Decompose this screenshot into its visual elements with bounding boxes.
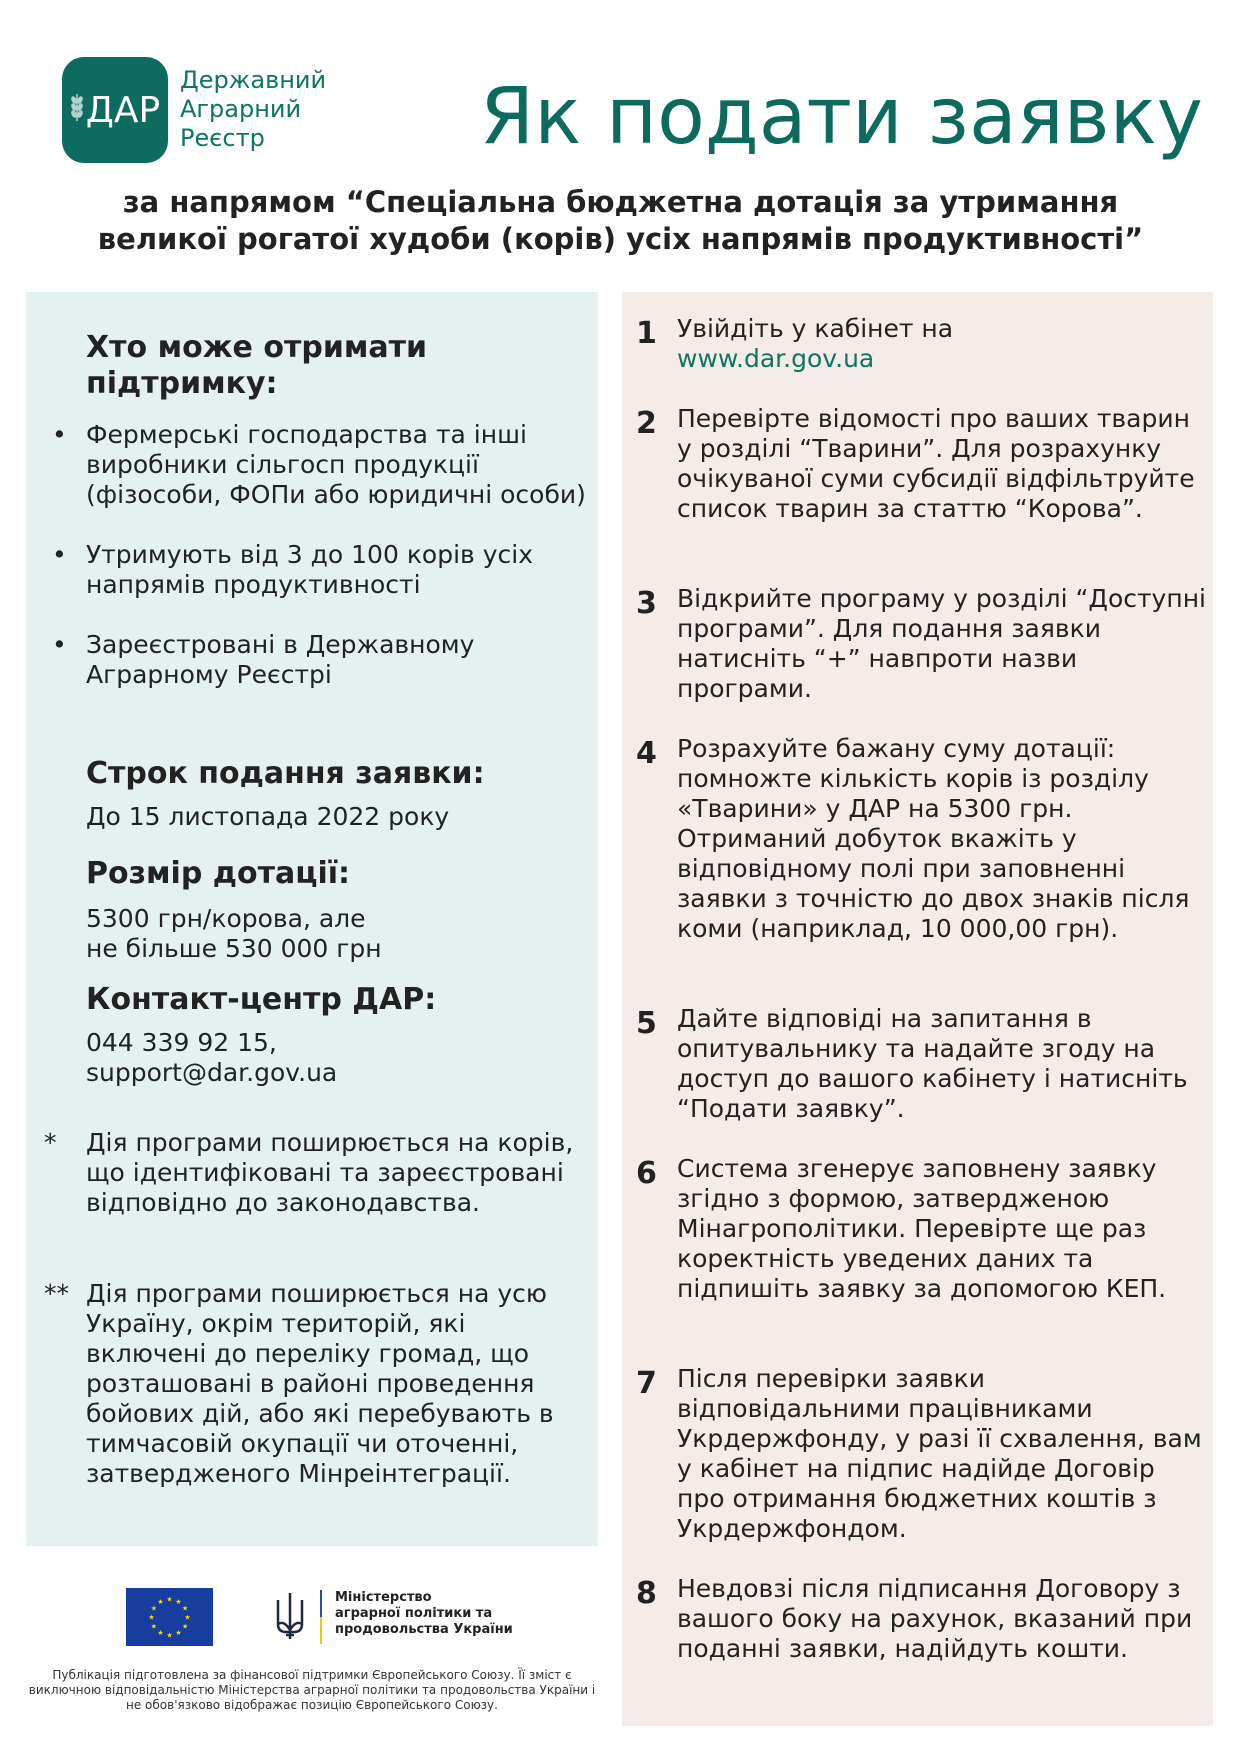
footnote-mark: *: [44, 1128, 57, 1157]
wheat-icon: [70, 92, 84, 128]
bullet: •: [52, 540, 67, 569]
dar-website-link[interactable]: www.dar.gov.ua: [677, 344, 875, 373]
step-text: Розрахуйте бажану суму дотації: помножте кількість корів із розділу «Тварини» у ДАР на 5300 грн. Отриманий добуток вкажіть у відповідному полі при заповненні заявки з точністю до двох знаків після коми (наприклад, 10 000,00 грн).: [677, 734, 1190, 943]
footnote-text: Дія програми поширюється на корів, що ідентифіковані та зареєстровані відповідно до законодавства.: [86, 1128, 574, 1217]
eu-star: ★: [157, 1597, 164, 1606]
ministry-line: продовольства України: [335, 1622, 513, 1637]
step-number: 8: [636, 1576, 657, 1611]
subtitle-line: великої рогатої худоби (корів) усіх напрямів продуктивності”: [97, 222, 1144, 256]
step-number: 5: [636, 1006, 657, 1041]
amount-line: 5300 грн/корова, але: [86, 904, 366, 933]
eu-star: ★: [181, 1622, 189, 1631]
footnote: [44, 1279, 584, 1489]
dar-logo: [62, 57, 168, 163]
amount-line: не більше 530 000 грн: [86, 934, 382, 963]
list-item-text: Зареєстровані в Державному Аграрному Реєстрі: [86, 630, 475, 689]
list-item: [48, 420, 588, 510]
logo-abbr: ДАР: [85, 89, 161, 131]
list-item: [48, 540, 588, 600]
contact-text: [86, 1028, 337, 1088]
footnote-text: Дія програми поширюється на усю Україну, окрім територій, які включені до переліку громад, що розташовані в районі проведення бойових дій, або які перебувають в тимчасовій окупації чи оточенні, затвердженого Мінреінтеграції.: [86, 1279, 554, 1488]
bullet: •: [52, 420, 67, 449]
ministry-line: аграрної політики та: [335, 1606, 493, 1621]
amount-text: [86, 904, 382, 964]
eu-star: ★: [175, 1629, 182, 1638]
step-number: 7: [636, 1366, 657, 1401]
page-title: Як подати заявку: [480, 72, 1203, 162]
ministry-divider: [320, 1590, 322, 1644]
who-list: [48, 420, 588, 690]
step-text: Відкрийте програму у розділі “Доступні програми”. Для подання заявки натисніть “+” навпроти назви програми.: [677, 584, 1206, 703]
step-text: Система згенерує заповнену заявку згідно з формою, затвердженою Мінагрополітики. Перевірте ще раз коректність уведених даних та підпишіть заявку за допомогою КЕП.: [677, 1154, 1167, 1303]
eu-star: ★: [181, 1604, 189, 1613]
logo-line: Державний: [180, 66, 327, 94]
logo-line: Аграрний: [180, 95, 302, 123]
step-number: 1: [636, 316, 657, 351]
bullet: •: [52, 630, 67, 659]
subtitle-line: за напрямом “Спеціальна бюджетна дотація за утримання: [122, 185, 1119, 219]
eu-star: ★: [175, 1597, 182, 1606]
eu-disclaimer: Публікація підготовлена за фінансової підтримки Європейського Союзу. Її зміст є виключною відповідальністю Міністерства аграрної політики та продовольства України і не обов'язково відображає позицію Європейського Союзу.: [28, 1668, 596, 1712]
step-text: [677, 314, 1207, 374]
list-item: [48, 630, 588, 690]
contact-heading: Контакт-центр ДАР:: [86, 982, 437, 1017]
eu-star: ★: [150, 1604, 158, 1613]
logo-line: Реєстр: [180, 124, 265, 152]
step-text: Невдовзі після підписання Договору з вашого боку на рахунок, вказаний при поданні заявки, надійдуть кошти.: [677, 1574, 1193, 1663]
step-text: Перевірте відомості про ваших тварин у розділі “Тварини”. Для розрахунку очікуваної суми субсидії відфільтруйте список тварин за статтю “Корова”.: [677, 404, 1195, 523]
ministry-name: [335, 1590, 513, 1638]
list-item-text: Фермерські господарства та інші виробники сільгосп продукції (фізособи, ФОПи або юридичні особи): [86, 420, 586, 509]
ministry-line: Міністерство: [335, 1590, 432, 1605]
amount-heading: Розмір дотації:: [86, 856, 351, 891]
eu-star: ★: [184, 1613, 191, 1622]
who-heading: Хто може отримати підтримку:: [86, 330, 428, 401]
steps-panel: [622, 292, 1213, 1726]
eu-star: ★: [148, 1613, 155, 1622]
step-number: 3: [636, 586, 657, 621]
eu-star: ★: [150, 1622, 158, 1631]
logo-text: [180, 66, 326, 153]
step-number: 4: [636, 736, 657, 771]
eu-star: ★: [166, 1631, 173, 1640]
eu-flag-icon: [126, 1588, 213, 1646]
trident-icon: [274, 1590, 306, 1646]
eu-star: ★: [166, 1595, 173, 1604]
support-email: support@dar.gov.ua: [86, 1058, 338, 1087]
step-number: 2: [636, 406, 657, 441]
phone-number: 044 339 92 15,: [86, 1028, 277, 1057]
list-item-text: Утримують від 3 до 100 корів усіх напрямів продуктивності: [86, 540, 533, 599]
page-subtitle: [0, 184, 1241, 258]
deadline-heading: Строк подання заявки:: [86, 756, 485, 791]
step-text-line: Увійдіть у кабінет на: [677, 314, 954, 343]
deadline-text: До 15 листопада 2022 року: [86, 802, 450, 831]
footnote: [44, 1128, 584, 1218]
step-number: 6: [636, 1156, 657, 1191]
step-text: Дайте відповіді на запитання в опитувальнику та надайте згоду на доступ до вашого кабінету і натисніть “Подати заявку”.: [677, 1004, 1188, 1123]
footnote-mark: **: [44, 1279, 69, 1308]
step-text: Після перевірки заявки відповідальними працівниками Укрдержфонду, у разі її схвалення, вам у кабінет на підпис надійде Договір про отримання бюджетних коштів з Укрдержфондом.: [677, 1364, 1202, 1543]
eu-star: ★: [157, 1629, 164, 1638]
